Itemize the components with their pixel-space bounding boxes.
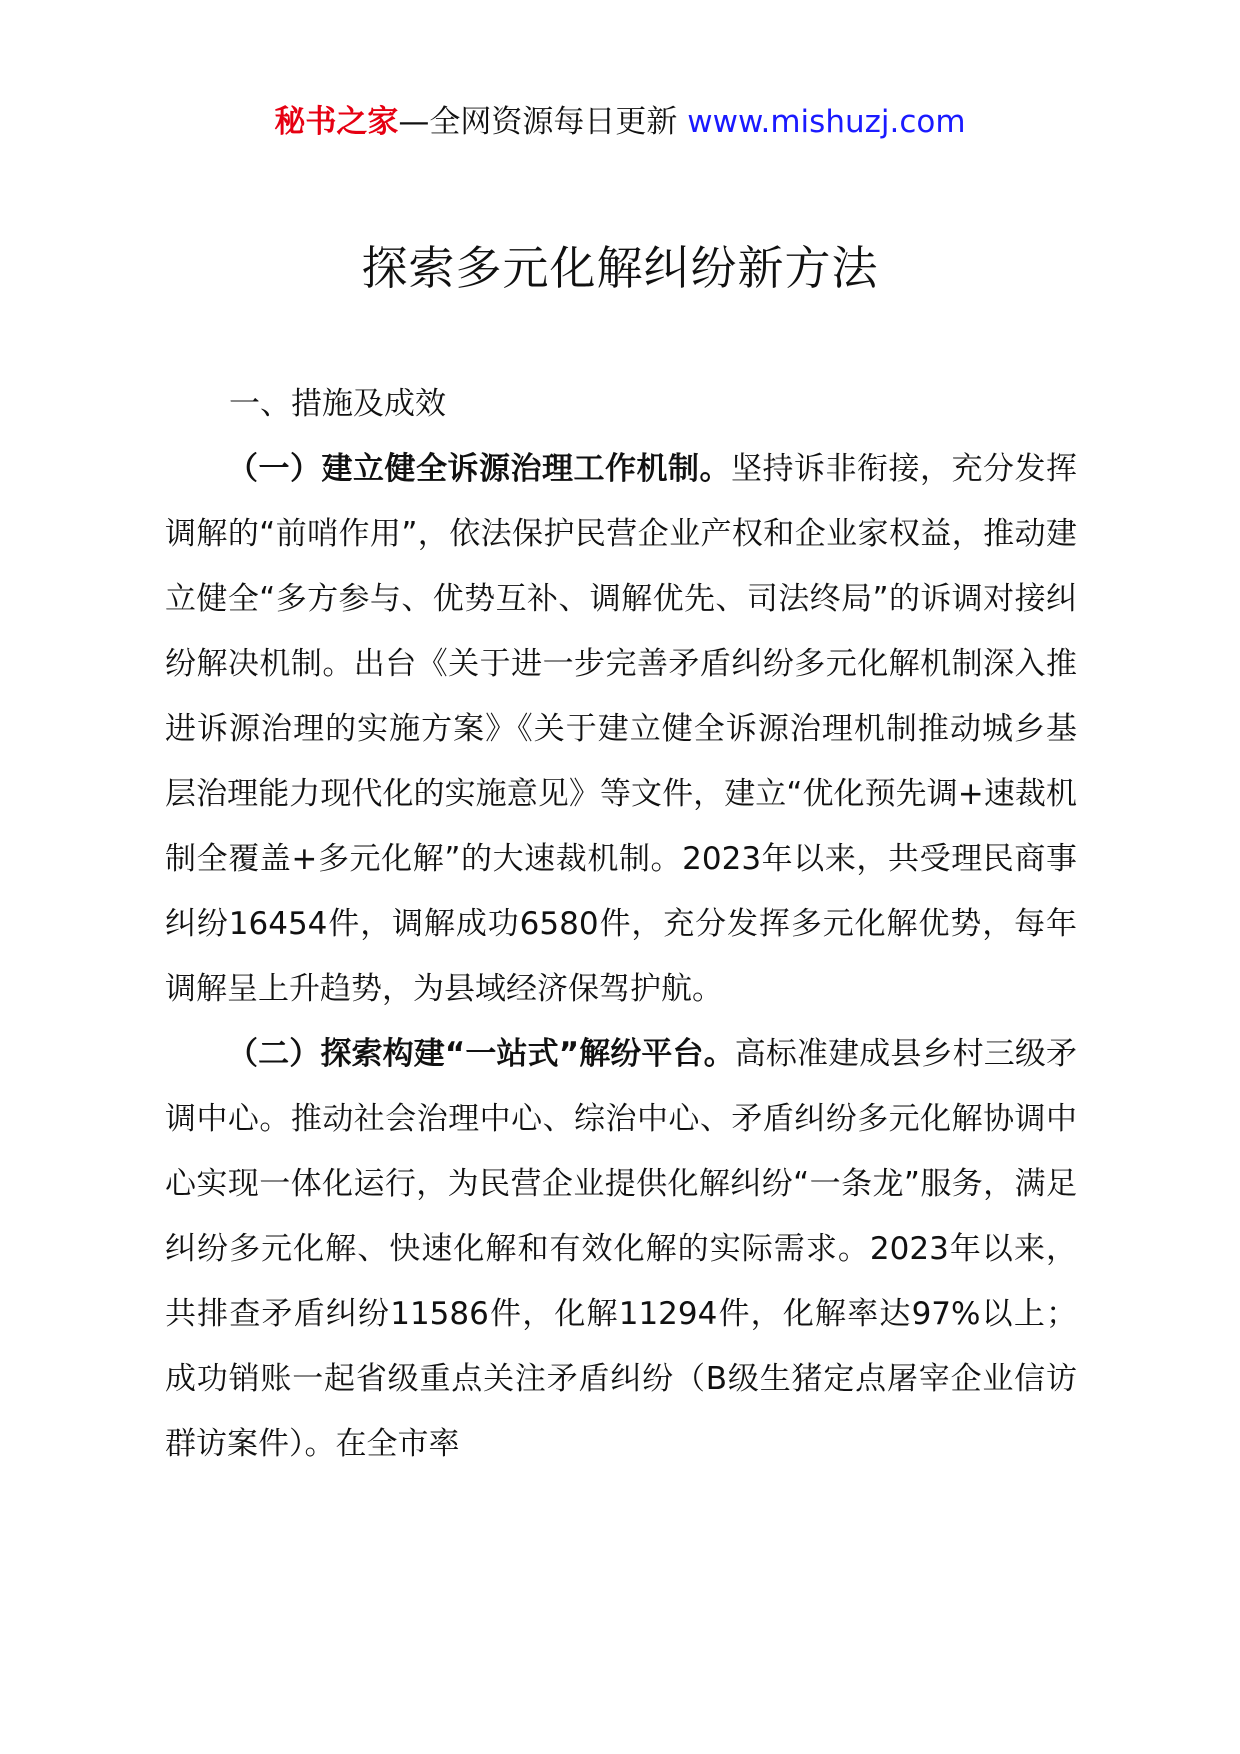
paragraph-1-text: 坚持诉非衔接，充分发挥调解的“前哨作用”，依法保护民营企业产权和企业家权益，推动建立健全“多方参与、优势互补、调解优先、司法终局”的诉调对接纠纷解决机制。出台《关于进一步完善矛盾纠纷多元化解机制深入推进诉源治理的实施方案》《关于建立健全诉源治理机制推动城乡基层治理能力现代化的实施意见》等文件，建立“优化预先调+速裁机制全覆盖+多元化解”的大速裁机制。2023年以来，共受理民商事纠纷16454件，调解成功6580件，充分发挥多元化解优势，每年调解呈上升趋势，为县域经济保驾护航。 [165, 451, 1077, 1007]
section-heading: 一、措施及成效 [229, 386, 446, 422]
paragraph-1-lead: （一）建立健全诉源治理工作机制。 [227, 451, 731, 487]
paragraph-2 [165, 1022, 1077, 1477]
site-brand: 秘书之家 [274, 104, 399, 140]
document-title: 探索多元化解纠纷新方法 [361, 241, 879, 295]
site-slogan: —全网资源每日更新 [398, 104, 678, 140]
document-body [165, 372, 1077, 1477]
site-header [0, 100, 1240, 144]
paragraph-1 [165, 437, 1077, 1022]
site-url-link[interactable]: www.mishuzj.com [687, 104, 966, 140]
paragraph-2-lead: （二）探索构建“一站式”解纷平台。 [227, 1036, 735, 1072]
paragraph-2-text: 高标准建成县乡村三级矛调中心。推动社会治理中心、综治中心、矛盾纠纷多元化解协调中心实现一体化运行，为民营企业提供化解纠纷“一条龙”服务，满足纠纷多元化解、快速化解和有效化解的实际需求。2023年以来，共排查矛盾纠纷11586件，化解11294件，化解率达97%以上；成功销账一起省级重点关注矛盾纠纷（B级生猪定点屠宰企业信访群访案件）。在全市率 [165, 1036, 1077, 1462]
